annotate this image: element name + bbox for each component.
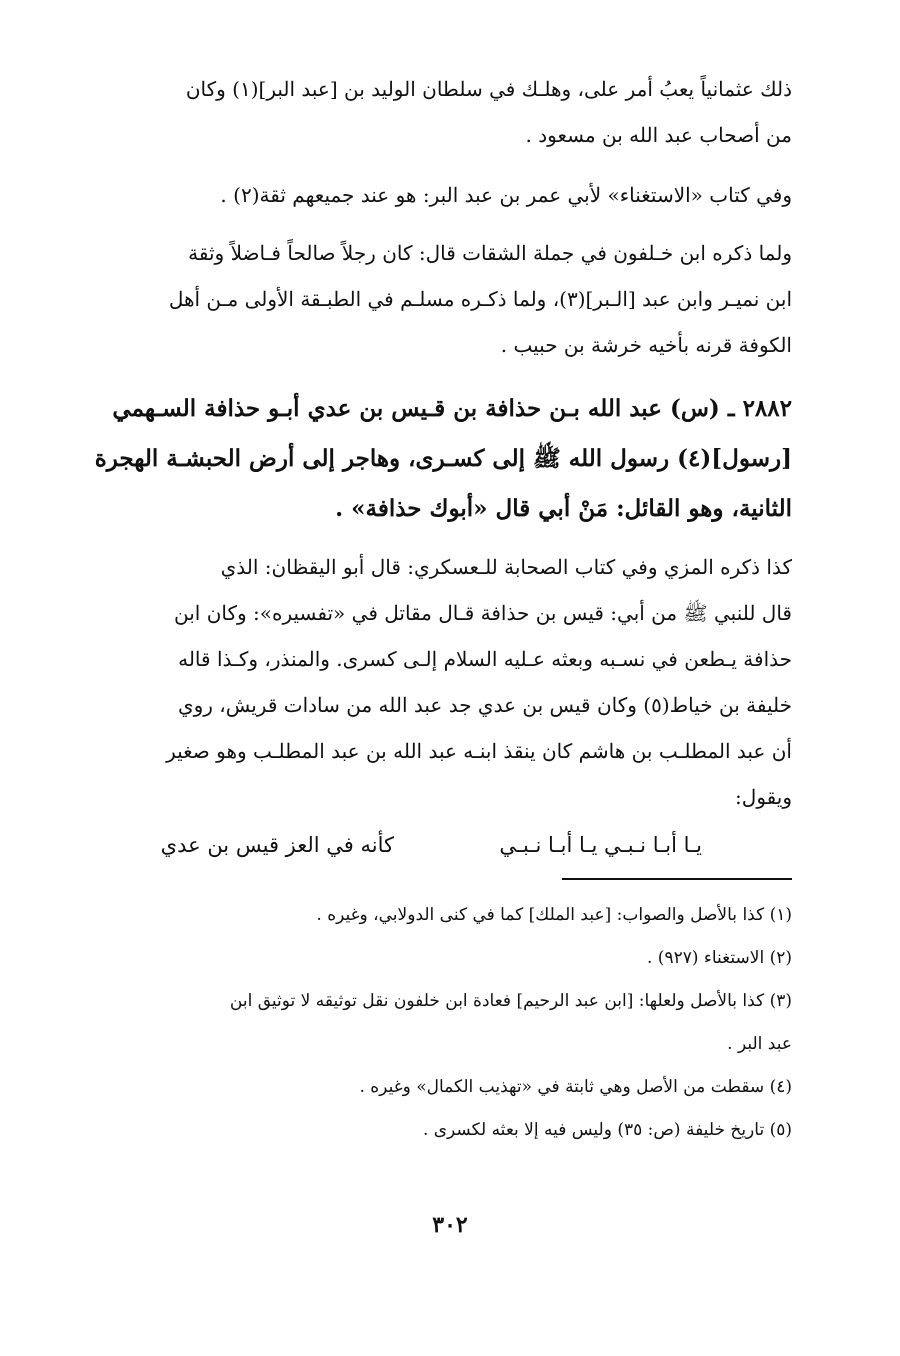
verse-first-hemistich: يـا أبـا نـبـي يـا أبـا نـبـي: [499, 833, 702, 857]
footnote-line: (٢) الاستغناء (٩٢٧) .: [646, 948, 792, 968]
text-line: قال للنبي ﷺ من أبي: قيس بن حذافة قـال مقاتل في «تفسيره»: وكان ابن: [173, 601, 792, 625]
footnote-line: (٥) تاريخ خليفة (ص: ٣٥) وليس فيه إلا بعثه لكسرى .: [422, 1120, 792, 1140]
footnote-separator: [562, 878, 792, 880]
commentary-paragraph: [80, 544, 792, 820]
paragraph-3: [80, 230, 792, 368]
text-line: ذلك عثمانياً يعبُ أمر على، وهلـك في سلطان الوليد بن [عبد البر](١) وكان: [185, 77, 792, 101]
text-line: حذافة يـطعن في نسـبه وبعثه عـليه السلام إلـى كسرى. والمنذر، وكـذا قاله: [178, 647, 792, 671]
text-line: خليفة بن خياط(٥) وكان قيس بن عدي جد عبد الله من سادات قريش، روي: [177, 693, 792, 717]
footnotes: [80, 894, 792, 1152]
page-number: ٣٠٢: [432, 1212, 468, 1238]
footnote-line: (٤) سقطت من الأصل وهي ثابتة في «تهذيب الكمال» وغيره .: [359, 1077, 792, 1097]
footnote-line: (١) كذا بالأصل والصواب: [عبد الملك] كما في كنى الدولابي، وغيره .: [316, 905, 792, 925]
text-line: ويقول:: [735, 785, 792, 809]
entry-line: ٢٨٨٢ ـ (س) عبد الله بـن حذافة بن قـيس بن عدي أبـو حذافة السـهمي: [112, 395, 792, 422]
verse-second-hemistich: كأنه في العز قيس بن عدي: [160, 833, 394, 857]
footnote-line: عبد البر .: [727, 1034, 792, 1054]
text-line: ولما ذكره ابن خـلفون في جملة الشقات قال: كان رجلاً صالحاً فـاضلاً وثقة: [188, 241, 792, 265]
entry-line: [رسول](٤) رسول الله ﷺ إلى كسـرى، وهاجر إلى أرض الحبشـة الهجرة: [94, 445, 792, 472]
text-line: ابن نميـر وابن عبد [الـبر](٣)، ولما ذكـره مسلـم في الطبـقة الأولى مـن أهل: [168, 287, 792, 311]
paragraph-2: [80, 172, 792, 218]
footnote-line: (٣) كذا بالأصل ولعلها: [ابن عبد الرحيم] فعادة ابن خلفون نقل توثيقه لا توثيق ابن: [229, 991, 792, 1011]
text-line: الكوفة قرنه بأخيه خرشة بن حبيب .: [500, 333, 792, 357]
paragraph-1: [80, 66, 792, 158]
text-line: وفي كتاب «الاستغناء» لأبي عمر بن عبد البر: هو عند جميعهم ثقة(٢) .: [220, 183, 792, 207]
biography-entry-heading: [80, 384, 792, 534]
entry-line: الثانية، وهو القائل: مَنْ أبي قال «أبوك حذافة» .: [335, 495, 792, 522]
text-line: أن عبد المطلـب بن هاشم كان ينقذ ابنـه عبد الله بن عبد المطلـب وهو صغير: [166, 739, 792, 763]
poetry-verse: [80, 822, 792, 868]
text-line: كذا ذكره المزي وفي كتاب الصحابة للـعسكري: قال أبو اليقظان: الذي: [220, 555, 792, 579]
text-line: من أصحاب عبد الله بن مسعود .: [525, 123, 792, 147]
